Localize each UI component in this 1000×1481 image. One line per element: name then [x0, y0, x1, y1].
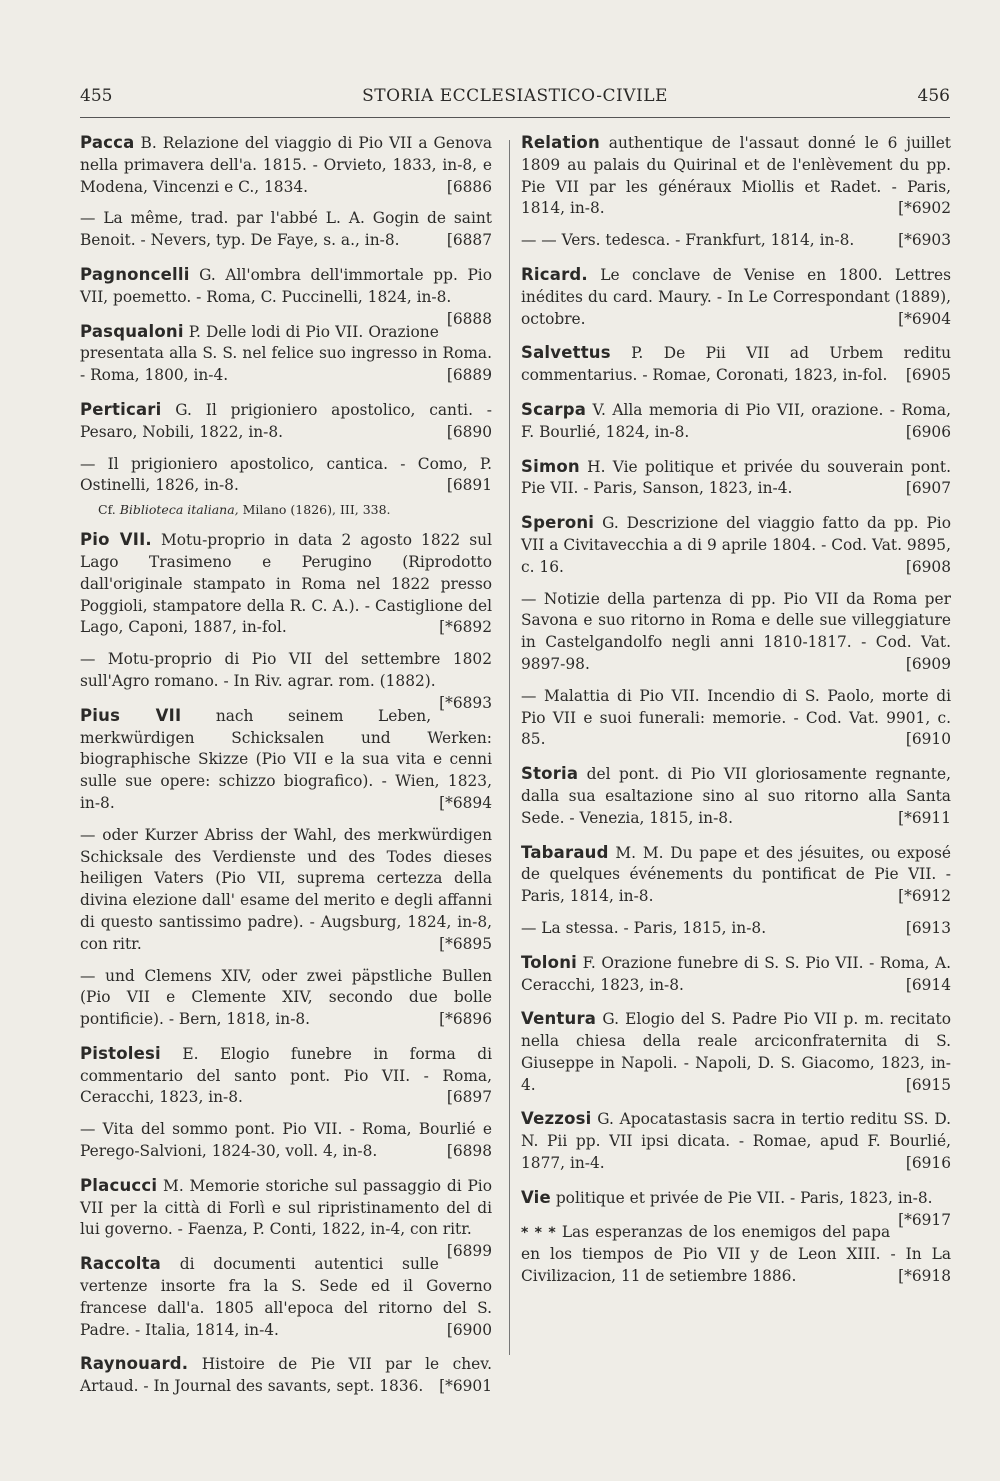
entry-text: — Motu-proprio di Pio VII del settembre 1802 sull'Agro romano. - In Riv. agrar. rom. (1882).: [80, 650, 492, 690]
entry-number: [*6903: [898, 231, 951, 250]
entry-number: [6909: [905, 654, 951, 673]
bibliography-entry: [80, 321, 492, 387]
entry-heading: Raccolta: [80, 1254, 162, 1274]
entry-heading: Raynouard.: [80, 1354, 189, 1374]
left-column: [80, 132, 492, 1410]
bibliography-entry: [80, 399, 492, 444]
entry-number: [*6894: [439, 793, 492, 812]
bibliography-entry: [521, 342, 951, 387]
entry-text: — Notizie della partenza di pp. Pio VII da Roma per Savona e suo ritorno in Roma e delle sue villeggiature in Castelgandolfo negli anni 1810-1817. - Cod. Vat. 9897-98.: [521, 589, 951, 673]
running-title: STORIA ECCLESIASTICO-CIVILE: [362, 86, 668, 106]
entry-number: [6899: [446, 1242, 492, 1261]
entry-heading: Pasqualoni: [80, 321, 184, 341]
bibliography-entry: [80, 1043, 492, 1109]
entry-heading: Pio VII.: [80, 530, 152, 550]
entry-number: [*6895: [439, 934, 492, 953]
bibliography-entry: [80, 966, 492, 1031]
bibliography-entry: [521, 1108, 951, 1174]
entry-number: [6906: [905, 422, 951, 441]
entry-heading: Ventura: [521, 1009, 597, 1029]
entry-text: — Vita del sommo pont. Pio VII. - Roma, Bourlié e Perego-Salvioni, 1824-30, voll. 4, in-8.: [80, 1120, 492, 1161]
bibliography-entry: [80, 208, 492, 252]
entry-number: [6908: [905, 557, 951, 576]
column-divider: [509, 140, 510, 1355]
entry-text: — — Vers. tedesca. - Frankfurt, 1814, in-8.: [521, 231, 855, 250]
bibliography-entry: [80, 1253, 492, 1341]
bibliography-entry: [80, 649, 492, 712]
bibliography-entry: [521, 842, 951, 908]
entry-heading: Pagnoncelli: [80, 264, 190, 284]
entry-heading: Pistolesi: [80, 1043, 161, 1063]
bibliography-entry: [521, 952, 951, 997]
entry-number: [6905: [905, 366, 951, 385]
entry-heading: Storia: [521, 764, 579, 784]
entry-number: [6914: [905, 975, 951, 994]
entry-number: [*6918: [898, 1267, 951, 1286]
bibliography-entry: [521, 264, 951, 330]
entry-number: [*6911: [898, 808, 951, 827]
bibliography-entry: [80, 264, 492, 328]
entry-number: [6910: [905, 730, 951, 749]
bibliography-entry: [80, 1353, 492, 1398]
bibliography-entry: [521, 1008, 951, 1096]
header-rule: [80, 117, 950, 118]
entry-heading: Speroni: [521, 513, 595, 533]
bibliography-entry: [521, 589, 951, 676]
entry-text: — und Clemens XIV, oder zwei päpstliche Bullen (Pio VII e Clemente XIV, secondo due bolle pontificie). - Bern, 1818, in-8.: [80, 966, 492, 1029]
entry-number: [6891: [446, 476, 492, 495]
entry-number: [*6893: [439, 693, 492, 712]
entry-number: [6898: [446, 1142, 492, 1161]
entry-number: [*6901: [439, 1377, 492, 1396]
entry-heading: Salvettus: [521, 343, 611, 363]
bibliography-entry: [521, 132, 951, 220]
entry-number: [6907: [905, 479, 951, 498]
entry-number: [*6902: [898, 199, 951, 218]
entry-text: G. Elogio del S. Padre Pio VII p. m. recitato nella chiesa della reale arciconfraternita di S. Giuseppe in Napoli. - Napoli, D. S. Giacomo, 1823, in-4.: [521, 1010, 951, 1094]
entry-text: E. Elogio funebre in forma di commentario del santo pont. Pio VII. - Roma, Ceracchi, 1823, in-8.: [80, 1044, 492, 1107]
bibliography-entry: [521, 1187, 951, 1229]
entry-text: politique et privée de Pie VII. - Paris, 1823, in-8.: [550, 1188, 933, 1207]
right-page-number: 456: [917, 86, 950, 106]
entry-number: [6915: [905, 1075, 951, 1094]
entry-number: [6897: [446, 1088, 492, 1107]
entry-number: [6886: [446, 177, 492, 196]
entry-number: [*6917: [898, 1210, 951, 1229]
entry-text: M. M. Du pape et des jésuites, ou exposé de quelques événements du pontificat de Pie VII. - Paris, 1814, in-8.: [521, 843, 951, 906]
entry-heading: Toloni: [521, 952, 577, 972]
entry-heading: Tabaraud: [521, 842, 609, 862]
entry-text: di documenti autentici sulle vertenze insorte fra la S. Sede ed il Governo francese dall'a. 1805 all'epoca del ritorno del S. Padre. - Italia, 1814, in-4.: [80, 1255, 492, 1339]
entry-heading: Vie: [521, 1187, 551, 1207]
bibliography-entry: [521, 230, 951, 252]
entry-text: M. Memorie storiche sul passaggio di Pio VII per la città di Forlì e sul ripristinamento del di lui governo. - Faenza, P. Conti, 1822, in-4, con ritr.: [80, 1176, 492, 1239]
bibliography-entry: [521, 456, 951, 501]
entry-heading: Perticari: [80, 399, 162, 419]
entry-number: [6889: [446, 366, 492, 385]
entry-number: [6890: [446, 422, 492, 441]
bibliography-entry: [521, 686, 951, 751]
entry-text: G. Apocatastasis sacra in tertio reditu SS. D. N. Pii pp. VII ipsi dicata. - Romae, apud F. Bourlié, 1877, in-4.: [521, 1110, 951, 1173]
bibliography-entry: [80, 132, 492, 198]
entry-text: del pont. di Pio VII gloriosamente regnante, dalla sua esaltazione sino al suo ritorno alla Santa Sede. - Venezia, 1815, in-8.: [521, 765, 951, 827]
entry-number: [*6912: [898, 887, 951, 906]
entry-heading: Simon: [521, 456, 580, 476]
entry-text: F. Orazione funebre di S. S. Pio VII. - Roma, A. Ceracchi, 1823, in-8.: [521, 953, 951, 994]
bibliography-entry: [521, 399, 951, 444]
entry-text: Las esperanzas de los enemigos del papa en los tiempos de Pio VII y de Leon XIII. - In La Civilizacion, 11 de setiembre 1886.: [521, 1222, 951, 1286]
bibliography-entry: [521, 512, 951, 578]
bibliography-entry: [80, 454, 492, 498]
bibliography-entry: [521, 1222, 951, 1288]
bibliography-entry: [80, 1119, 492, 1163]
entry-number: [6887: [446, 231, 492, 250]
entry-text: G. Descrizione del viaggio fatto da pp. Pio VII a Civitavecchia a di 9 aprile 1804. - Cod. Vat. 9895, c. 16.: [521, 514, 951, 576]
entry-number: [*6892: [439, 618, 492, 637]
entry-text: authentique de l'assaut donné le 6 juillet 1809 au palais du Quirinal et de l'enlèvement du pp. Pie VII par les généraux Miollis et Radet. - Paris, 1814, in-8.: [521, 134, 951, 218]
bibliography-entry: [80, 705, 492, 815]
entry-text: B. Relazione del viaggio di Pio VII a Genova nella primavera dell'a. 1815. - Orvieto, 1833, in-8, e Modena, Vincenzi e C., 1834.: [80, 134, 492, 196]
bibliography-entry: [80, 825, 492, 956]
entry-heading: Placucci: [80, 1175, 158, 1195]
entry-text: Le conclave de Venise en 1800. Lettres inédites du card. Maury. - In Le Correspondant (1889), octobre.: [521, 265, 951, 328]
entry-number: [*6904: [898, 309, 951, 328]
entry-text: — La stessa. - Paris, 1815, in-8.: [521, 918, 767, 937]
right-column: [521, 132, 951, 1300]
entry-text: Motu-proprio in data 2 agosto 1822 sul Lago Trasimeno e Perugino (Riprodotto dall'originale stampato in Roma nel 1822 presso Poggioli, stampatore della R. C. A.). - Castiglione del Lago, Caponi, 1887, in-fol.: [80, 531, 492, 637]
entry-text: — oder Kurzer Abriss der Wahl, des merkwürdigen Schicksale des Verdienste und des Todes dieses heiligen Vaters (Pio VII, suprema certezza della divina elezione dall' esame del merito e degli affanni di questo santissimo padre). - Augsburg, 1824, in-8, con ritr.: [80, 825, 492, 953]
entry-text: nach seinem Leben, merkwürdigen Schicksalen und Werken: biographische Skizze (Pio VII e la sua vita e cenni sulle sue opere: schizzo biografico). - Wien, 1823, in-8.: [80, 706, 492, 812]
entry-heading: Relation: [521, 133, 600, 152]
bibliography-entry: [80, 529, 492, 639]
entry-number: [6913: [905, 918, 951, 937]
entry-heading: Pius VII: [80, 705, 182, 725]
entry-text: — Malattia di Pio VII. Incendio di S. Paolo, morte di Pio VII e suoi funerali: memorie. - Cod. Vat. 9901, c. 85.: [521, 686, 951, 749]
entry-text: H. Vie politique et privée du souverain pont. Pie VII. - Paris, Sanson, 1823, in-4.: [521, 457, 951, 498]
cross-reference-note: Cf. Biblioteca italiana, Milano (1826), III, 338.: [98, 502, 391, 518]
entry-text: — La même, trad. par l'abbé L. A. Gogin de saint Benoit. - Nevers, typ. De Faye, s. a., in-8.: [80, 209, 492, 250]
entry-number: [*6896: [439, 1010, 492, 1029]
entry-heading: * * *: [521, 1224, 556, 1241]
bibliography-entry: [521, 763, 951, 829]
bibliography-entry: [521, 918, 951, 940]
entry-number: [6916: [905, 1154, 951, 1173]
entry-heading: Pacca: [80, 133, 135, 152]
entry-text: Histoire de Pie VII par le chev. Artaud. - In Journal des savants, sept. 1836.: [80, 1355, 492, 1396]
bibliography-entry: [80, 1175, 492, 1261]
entry-number: [6888: [446, 309, 492, 328]
entry-text: P. Delle lodi di Pio VII. Orazione presentata alla S. S. nel felice suo ingresso in Roma. - Roma, 1800, in-4.: [80, 322, 492, 385]
entry-heading: Scarpa: [521, 399, 587, 419]
entry-text: V. Alla memoria di Pio VII, orazione. - Roma, F. Bourlié, 1824, in-8.: [521, 400, 951, 441]
entry-text: P. De Pii VII ad Urbem reditu commentarius. - Romae, Coronati, 1823, in-fol.: [521, 344, 951, 385]
entry-text: — Il prigioniero apostolico, cantica. - Como, P. Ostinelli, 1826, in-8.: [80, 454, 492, 495]
entry-heading: Vezzosi: [521, 1109, 592, 1129]
page-header: [80, 86, 950, 112]
entry-number: [6900: [446, 1320, 492, 1339]
left-page-number: 455: [80, 86, 113, 106]
entry-heading: Ricard.: [521, 264, 588, 284]
entry-text: G. Il prigioniero apostolico, canti. - Pesaro, Nobili, 1822, in-8.: [80, 400, 492, 441]
entry-text: G. All'ombra dell'immortale pp. Pio VII, poemetto. - Roma, C. Puccinelli, 1824, in-8.: [80, 265, 492, 306]
